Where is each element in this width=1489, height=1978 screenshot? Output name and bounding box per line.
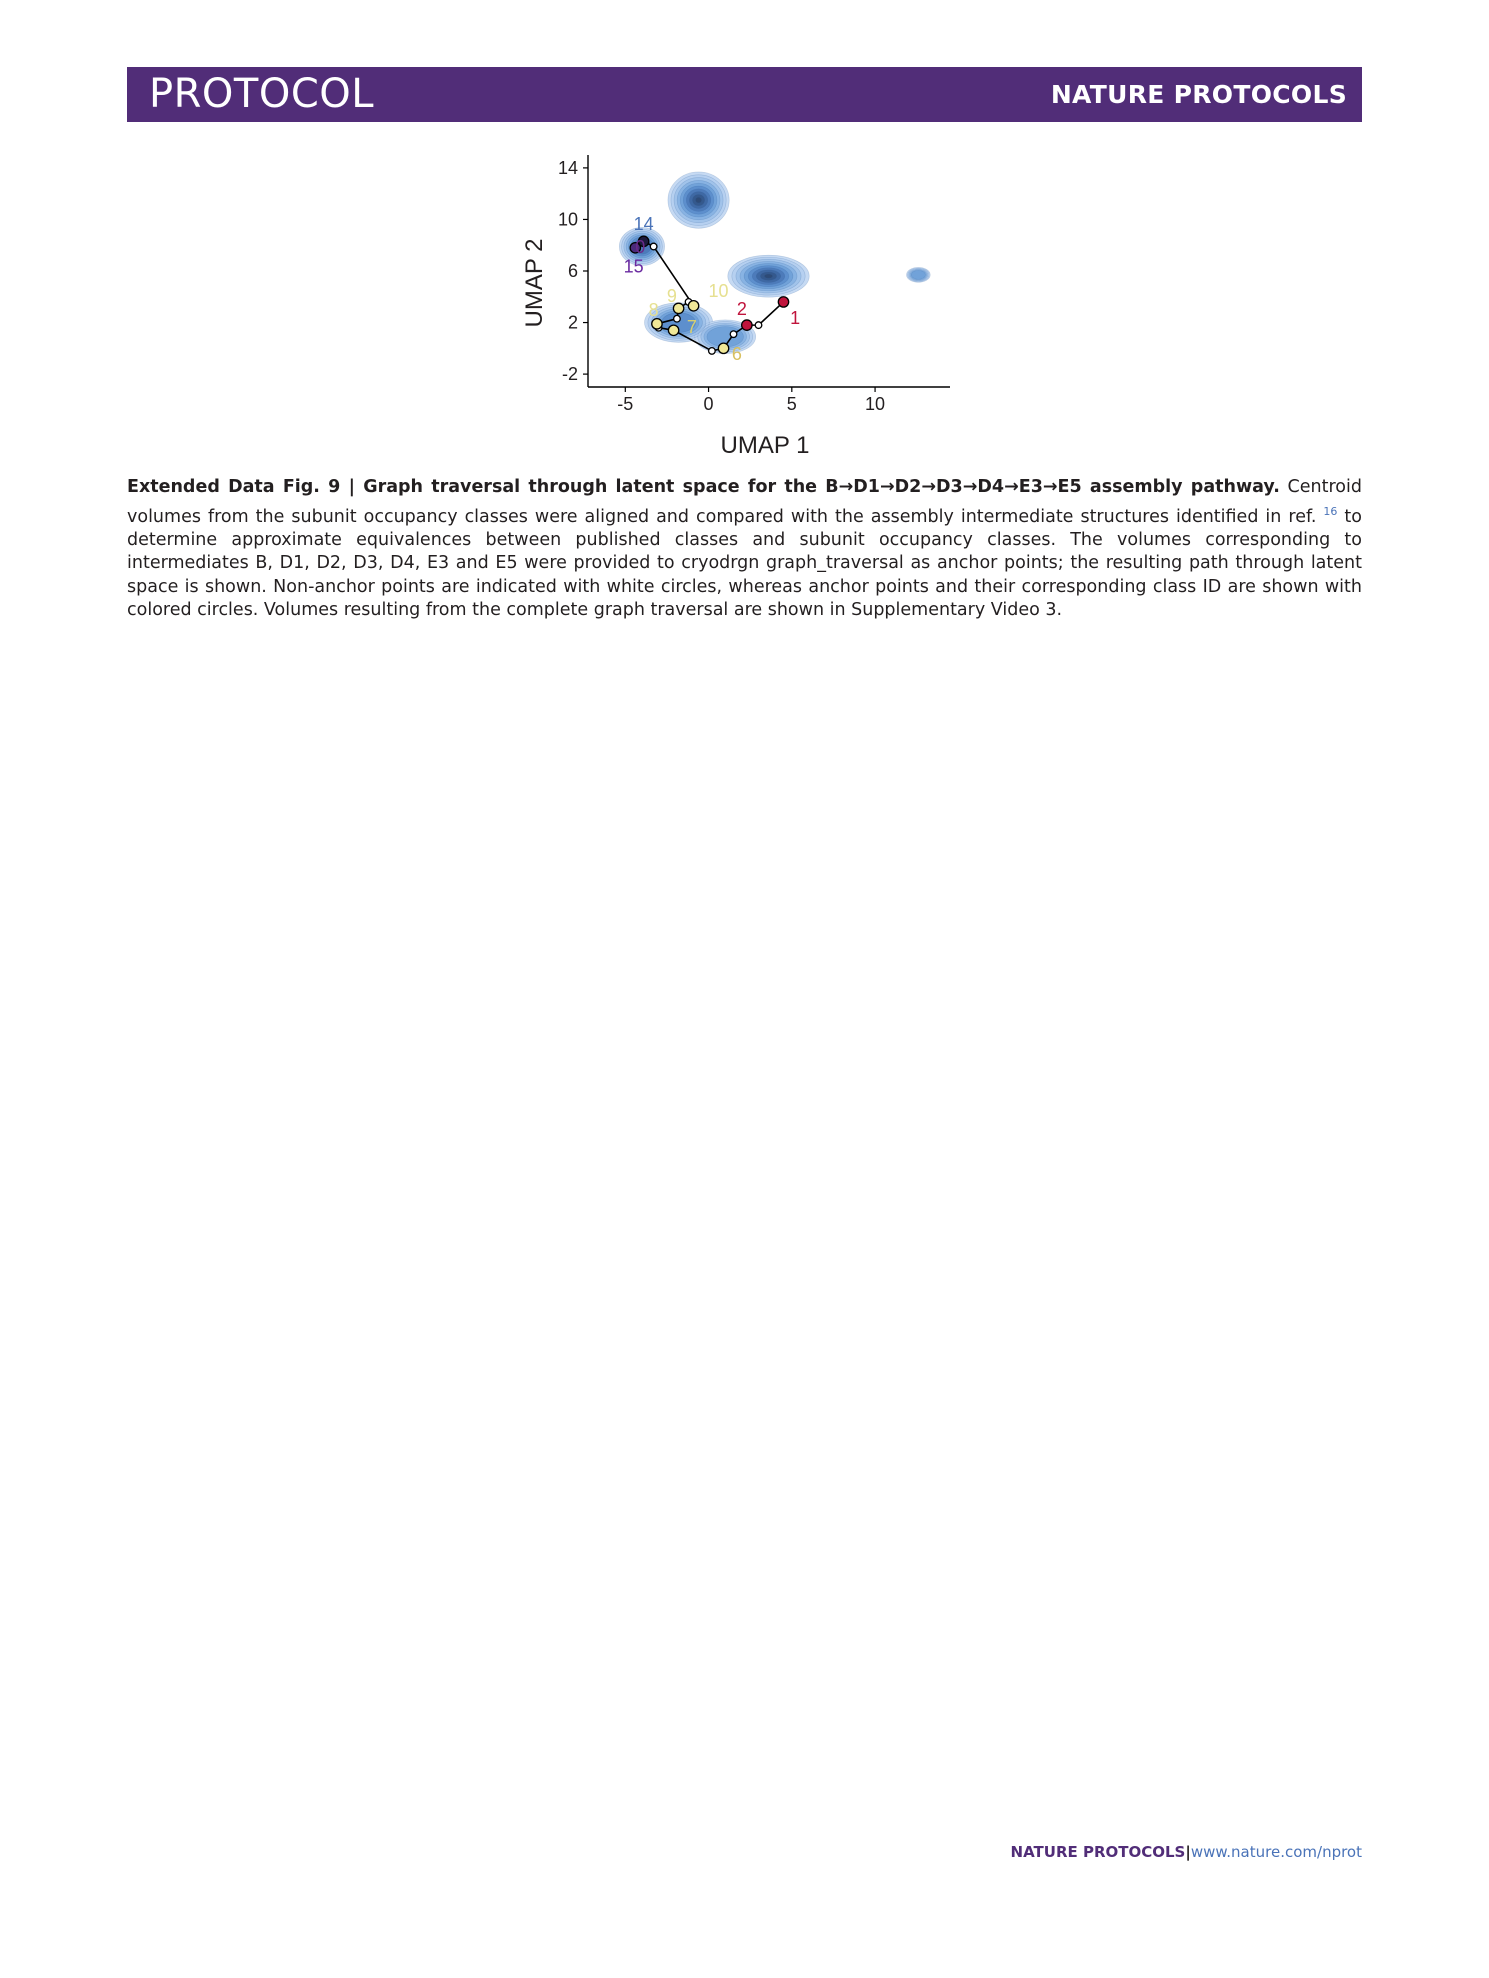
density-contour-0-9	[696, 197, 702, 203]
anchor-point	[652, 319, 662, 329]
class-label-15: 15	[623, 256, 644, 277]
anchor-point	[742, 320, 752, 330]
y-tick-label: 14	[557, 157, 578, 178]
caption-text-2: to determine approximate equivalences between published classes and subunit occupancy classes. The volumes corresponding to intermediates B, D1, D2, D3, D4, E3 and E5 were provided to cryodrgn graph_traversal as anchor points; the resulting path through latent space is shown. Non-anchor points are indicated with white circles, whereas anchor points and their corresponding class ID are shown with colored circles. Volumes resulting from the complete graph traversal are shown in Supplementary Video 3.	[127, 506, 1362, 621]
reference-link[interactable]: 16	[1323, 504, 1338, 518]
footer-url-link[interactable]: www.nature.com/nprot	[1190, 1843, 1362, 1861]
class-label-6: 6	[731, 343, 742, 364]
non-anchor-point	[709, 348, 716, 355]
caption-label: Extended Data Fig. 9 | Graph traversal through latent space for the B→D1→D2→D3→D4→E3→E5 assembly pathway.	[127, 477, 1280, 497]
density-contours	[619, 172, 930, 354]
page-footer	[1011, 1843, 1362, 1861]
class-label-8: 8	[648, 300, 659, 321]
non-anchor-point	[730, 331, 737, 338]
class-label-9: 9	[666, 285, 677, 306]
non-anchor-point	[650, 243, 657, 250]
anchor-point	[718, 343, 728, 353]
x-tick-label: 0	[703, 394, 714, 414]
y-tick-label: 10	[557, 209, 578, 230]
class-label-14: 14	[633, 213, 654, 234]
density-contour-5-4	[911, 270, 925, 279]
x-tick-label: 10	[865, 394, 886, 414]
non-anchor-point	[755, 322, 762, 329]
page-header-bar	[127, 67, 1362, 122]
class-label-10: 10	[708, 280, 729, 301]
caption-text-1: Centroid volumes from the subunit occupancy classes were aligned and compared with the assembly intermediate structures identified in ref.	[127, 477, 1362, 527]
x-axis-label: UMAP 1	[720, 432, 810, 459]
density-contour-1-9	[764, 274, 772, 278]
y-tick-label: 2	[567, 312, 578, 333]
umap-figure	[520, 145, 980, 465]
footer-journal: NATURE PROTOCOLS	[1010, 1843, 1186, 1861]
class-label-0: 0	[635, 236, 646, 257]
section-title: PROTOCOL	[149, 71, 375, 117]
y-tick-label: -2	[561, 364, 578, 385]
class-label-1: 1	[790, 307, 801, 328]
anchor-point	[668, 325, 678, 335]
class-label-2: 2	[736, 298, 747, 319]
x-tick-label: -5	[617, 394, 634, 414]
anchor-point	[688, 301, 698, 311]
anchor-point	[778, 297, 788, 307]
non-anchor-point	[674, 315, 681, 322]
figure-caption	[127, 476, 1362, 623]
footer-separator: |	[1185, 1843, 1191, 1861]
y-axis-label: UMAP 2	[521, 238, 548, 328]
x-tick-label: 5	[786, 394, 797, 414]
journal-name: NATURE PROTOCOLS	[1050, 80, 1347, 109]
y-tick-label: 6	[567, 261, 578, 281]
class-label-7: 7	[686, 316, 697, 337]
